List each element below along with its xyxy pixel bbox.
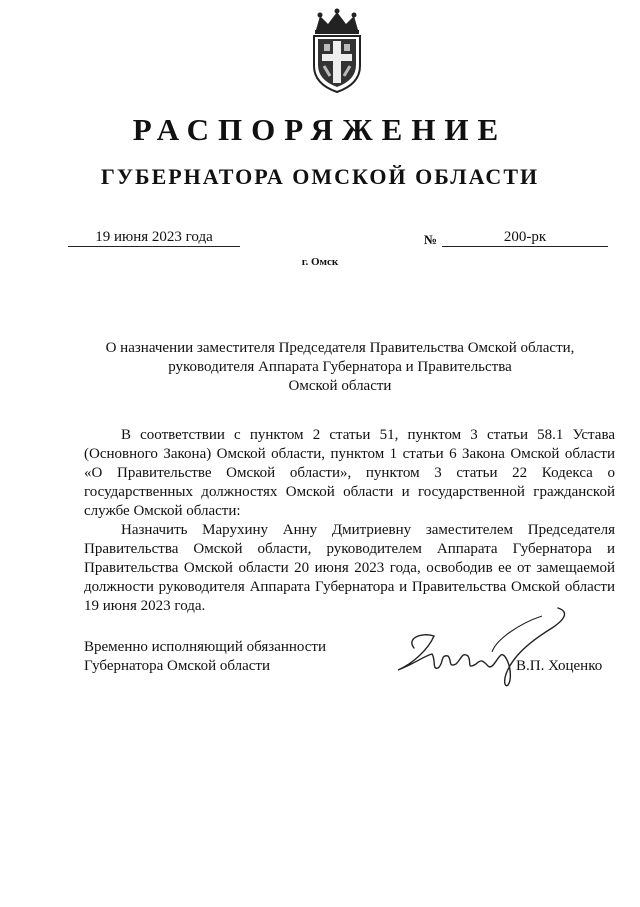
signer-position-line: Губернатора Омской области [84, 658, 270, 674]
subject-line: руководителя Аппарата Губернатора и Правительства [168, 359, 512, 375]
signer-position [84, 638, 326, 676]
document-date: 19 июня 2023 года [68, 228, 240, 247]
signer-name: В.П. Хоценко [516, 658, 603, 674]
document-title: РАСПОРЯЖЕНИЕ [132, 112, 508, 147]
subject-line: Омской области [288, 378, 392, 394]
subject-line: О назначении заместителя Председателя Правительства Омской области, [105, 340, 575, 356]
document-number: 200-рк [442, 228, 608, 247]
handwritten-signature [392, 590, 572, 700]
coat-of-arms-icon [302, 8, 372, 94]
number-sign: № [424, 232, 438, 247]
document-subject [90, 339, 590, 396]
body-paragraph-legal-basis: В соответствии с пунктом 2 статьи 51, пунктом 3 статьи 58.1 Устава (Основного Закона) Омской области, пунктом 1 статьи 6 Закона Омской области «О Правительстве Омской области», пунктом 3 статьи 22 Кодекса о государственных должностях Омской области и государственной гражданской службе Омской области: [84, 427, 615, 519]
document-subtitle: ГУБЕРНАТОРА ОМСКОЙ ОБЛАСТИ [100, 164, 540, 189]
document-body [84, 426, 615, 616]
body-paragraph-appointment: Назначить Марухину Анну Дмитриевну заместителем Председателя Правительства Омской области, руководителем Аппарата Губернатора и Правительства Омской области 20 июня 2023 года, освободив ее от замещаемой должности руководителя Аппарата Губернатора и Правительства Омской области 19 июня 2023 года. [84, 522, 615, 614]
signer-position-line: Временно исполняющий обязанности [84, 639, 327, 655]
document-city: г. Омск [301, 256, 339, 268]
